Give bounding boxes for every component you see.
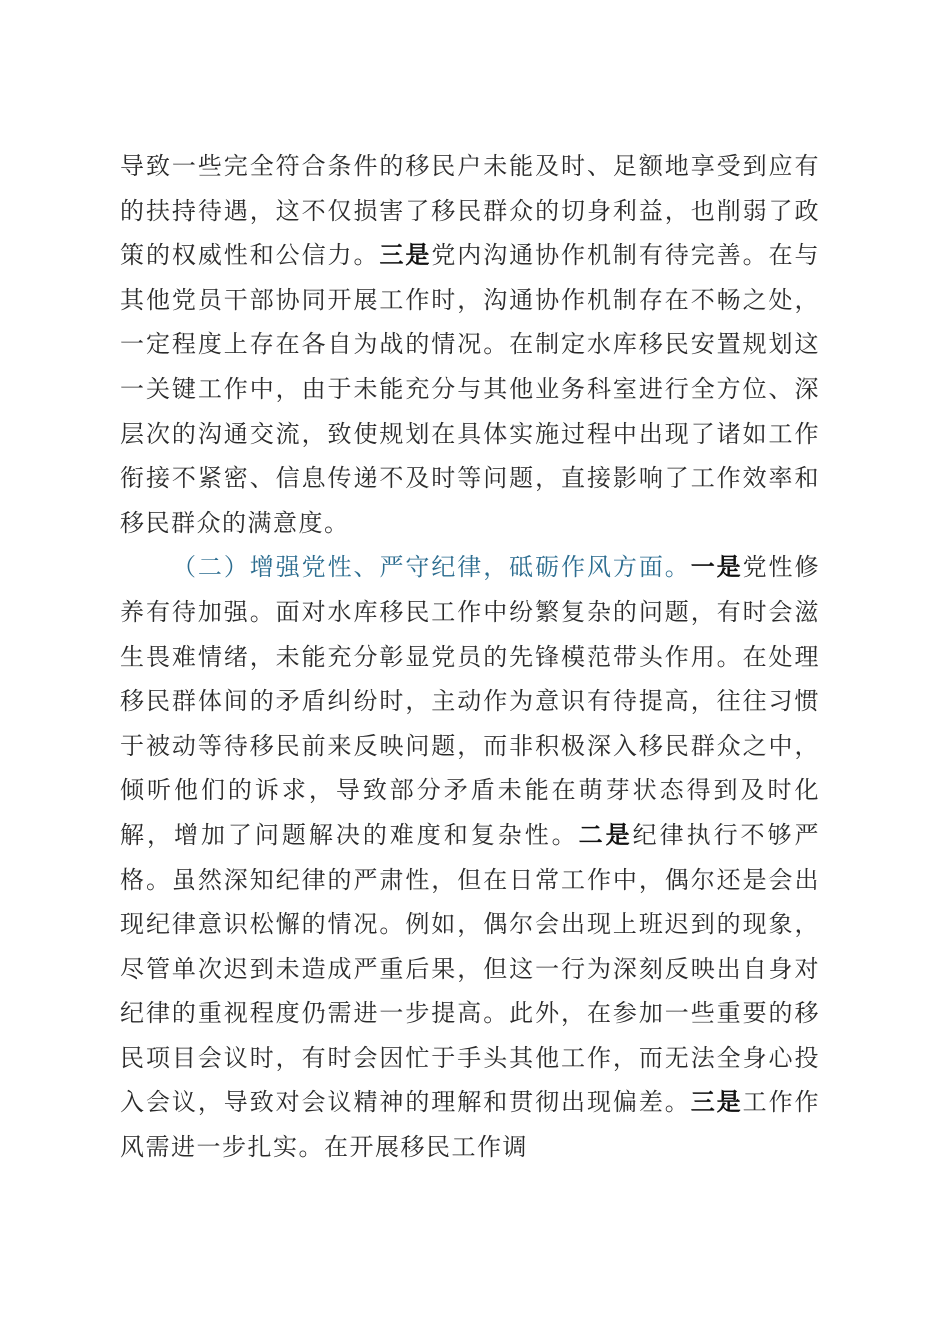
point-marker-one: 一是 xyxy=(690,552,743,582)
paragraph-text: 纪律执行不够严格。虽然深知纪律的严肃性，但在日常工作中，偶尔还是会出现纪律意识松懈的情况。例如，偶尔会出现上班迟到的现象，尽管单次迟到未造成严重后果，但这一行为深刻反映出自身对纪律的重视程度仍需进一步提高。此外，在参加一些重要的移民项目会议时，有时会因忙于手头其他工作，而无法全身心投入会议，导致对会议精神的理解和贯彻出现偏差。 xyxy=(120,820,821,1117)
point-marker-three: 三是 xyxy=(379,240,432,270)
section-heading: （二）增强党性、严守纪律，砥砺作风方面。 xyxy=(172,553,691,582)
paragraph-section-two xyxy=(120,545,820,1169)
paragraph-text: 导致一些完全符合条件的移民户未能及时、足额地享受到应有的扶持待遇，这不仅损害了移民群众的切身利益，也削弱了政策的权威性和公信力。 xyxy=(120,152,820,270)
paragraph-continuation xyxy=(120,144,820,545)
paragraph-text: 党内沟通协作机制有待完善。在与其他党员干部协同开展工作时，沟通协作机制存在不畅之处，一定程度上存在各自为战的情况。在制定水库移民安置规划这一关键工作中，由于未能充分与其他业务科室进行全方位、深层次的沟通交流，致使规划在具体实施过程中出现了诸如工作衔接不紧密、信息传递不及时等问题，直接影响了工作效率和移民群众的满意度。 xyxy=(120,241,821,537)
paragraph-text: 工作作风需进一步扎实。在开展移民工作调 xyxy=(120,1088,821,1162)
point-marker-two: 二是 xyxy=(578,819,633,849)
document-body xyxy=(120,144,820,1170)
paragraph-text: 党性修养有待加强。面对水库移民工作中纷繁复杂的问题，有时会滋生畏难情绪，未能充分彰显党员的先锋模范带头作用。在处理移民群体间的矛盾纠纷时，主动作为意识有待提高，往往习惯于被动等待移民前来反映问题，而非积极深入移民群众之中，倾听他们的诉求，导致部分矛盾未能在萌芽状态得到及时化解，增加了问题解决的难度和复杂性。 xyxy=(120,553,820,849)
point-marker-three: 三是 xyxy=(690,1087,743,1117)
